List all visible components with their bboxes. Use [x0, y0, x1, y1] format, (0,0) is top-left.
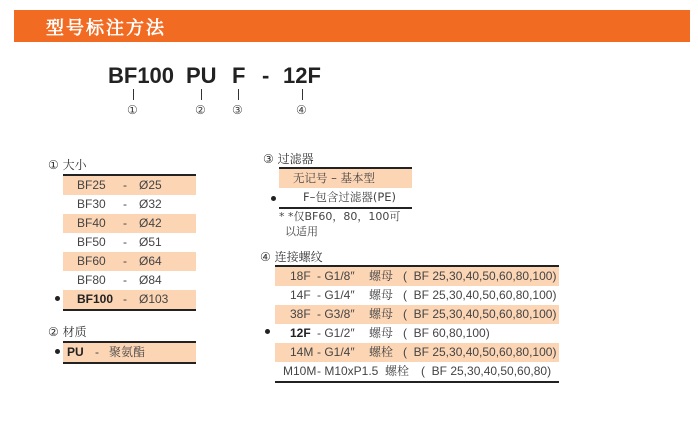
- table-row: BF40 - Ø42: [63, 214, 196, 233]
- table-row: 无记号 – 基本型: [279, 169, 412, 188]
- thread-table: [275, 265, 559, 383]
- code-size: BF100: [108, 63, 175, 88]
- table-row: BF25 - Ø25: [63, 176, 196, 195]
- table-row: BF60 - Ø64: [63, 252, 196, 271]
- code-filter: F: [232, 63, 246, 88]
- selected-bullet-icon: [265, 329, 270, 334]
- table-row-selected: F–包含过滤器(PE): [303, 190, 397, 204]
- marker-1: ①: [127, 103, 138, 117]
- size-title: ① 大小: [48, 158, 87, 172]
- marker-2: ②: [195, 103, 206, 117]
- marker-3: ③: [232, 103, 243, 117]
- tick-3: [238, 89, 239, 100]
- selected-bullet-icon: [55, 296, 60, 301]
- header-banner: [14, 10, 690, 42]
- page-title: 型号标注方法: [46, 18, 166, 39]
- size-table: [63, 174, 196, 311]
- material-title: ② 材质: [48, 325, 87, 339]
- table-row-selected: PU - 聚氨酯: [63, 343, 196, 362]
- table-row-selected: BF100 - Ø103: [63, 290, 196, 309]
- selected-bullet-icon: [55, 349, 60, 354]
- table-row: 38F - G3/8″ 螺母 ( BF 25,30,40,50,60,80,100): [275, 305, 559, 324]
- selected-bullet-icon: [271, 196, 276, 201]
- table-row: M10M - M10xP1.5 螺栓 ( BF 25,30,40,50,60,80): [283, 364, 552, 378]
- tick-4: [302, 89, 303, 100]
- filter-note: * *仅BF60，80，100可 以适用: [279, 210, 401, 238]
- filter-table: [279, 167, 412, 209]
- table-row: 14M - G1/4″ 螺栓 ( BF 25,30,40,50,60,80,100): [275, 343, 559, 362]
- table-row-selected: 12F - G1/2″ 螺母 ( BF 60,80,100): [290, 326, 490, 340]
- table-row: 14F - G1/4″ 螺母 ( BF 25,30,40,50,60,80,100): [290, 288, 557, 302]
- code-thread: 12F: [283, 63, 321, 88]
- code-material: PU: [186, 63, 217, 88]
- table-row: BF30 - Ø32: [77, 197, 162, 211]
- table-row: 18F - G1/8″ 螺母 ( BF 25,30,40,50,60,80,100): [275, 267, 559, 286]
- table-row: BF50 - Ø51: [77, 235, 162, 249]
- filter-title: ③ 过滤器: [263, 152, 314, 166]
- table-row: BF80 - Ø84: [77, 273, 162, 287]
- marker-4: ④: [296, 103, 307, 117]
- code-dash: -: [262, 63, 270, 88]
- tick-1: [133, 89, 134, 100]
- tick-2: [201, 89, 202, 100]
- material-table: [63, 341, 196, 364]
- thread-title: ④ 连接螺纹: [260, 250, 323, 264]
